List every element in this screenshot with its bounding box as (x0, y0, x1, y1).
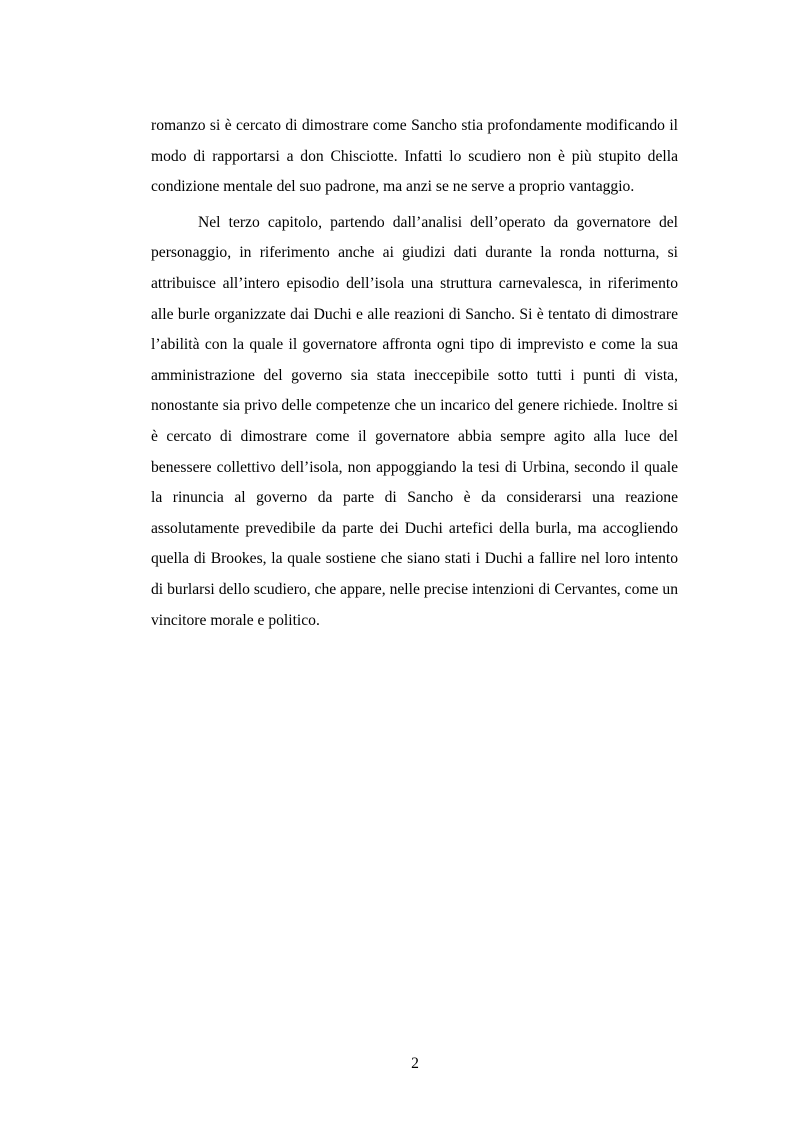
paragraph-continuation: romanzo si è cercato di dimostrare come Sancho stia profondamente modificando il modo di rapportarsi a don Chisciotte. Infatti lo scudiero non è più stupito della condizione mentale del suo padrone, ma anzi se ne serve a proprio vantaggio. (151, 117, 678, 196)
body-text (151, 111, 678, 636)
paragraph-third-chapter: Nel terzo capitolo, partendo dall’analisi dell’operato da governatore del personaggio, in riferimento anche ai giudizi dati durante la ronda notturna, si attribuisce all’intero episodio dell’isola una struttura carnevalesca, in riferimento alle burle organizzate dai Duchi e alle reazioni di Sancho. Si è tentato di dimostrare l’abilità con la quale il governatore affronta ogni tipo di imprevisto e come la sua amministrazione del governo sia stata ineccepibile sotto tutti i punti di vista, nonostante sia privo delle competenze che un incarico del genere richiede. Inoltre si è cercato di dimostrare come il governatore abbia sempre agito alla luce del benessere collettivo dell’isola, non appoggiando la tesi di Urbina, secondo il quale la rinuncia al governo da parte di Sancho è da considerarsi una reazione assolutamente prevedibile da parte dei Duchi artefici della burla, ma accogliendo quella di Brookes, la quale sostiene che siano stati i Duchi a fallire nel loro intento di burlarsi dello scudiero, che appare, nelle precise intenzioni di Cervantes, come un vincitore morale e politico. (151, 213, 678, 629)
page-number: 2 (411, 1055, 419, 1072)
